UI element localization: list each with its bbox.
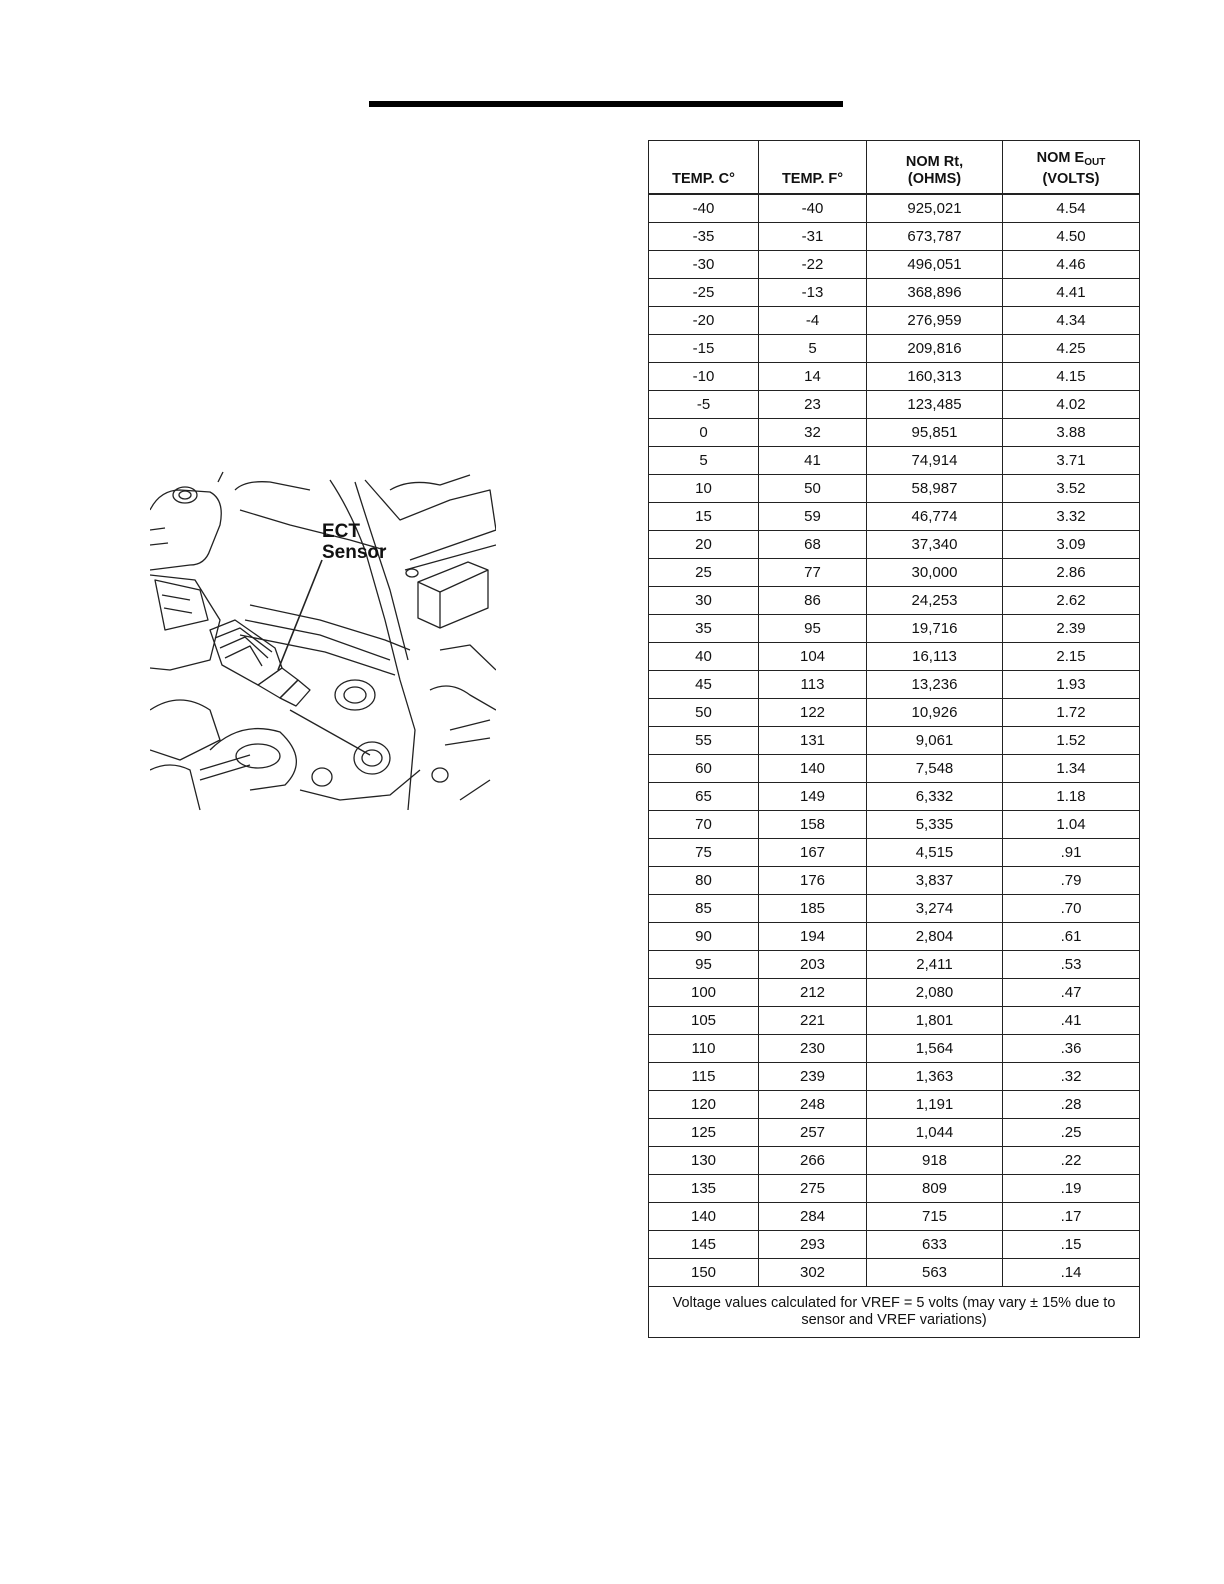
cell-nom-eout: .47 (1003, 979, 1140, 1007)
table-row (649, 1147, 1140, 1175)
table-row (649, 335, 1140, 363)
cell-temp-c: 10 (649, 475, 759, 503)
cell-nom-eout: .28 (1003, 1091, 1140, 1119)
cell-nom-eout: 3.09 (1003, 531, 1140, 559)
cell-nom-eout: 4.02 (1003, 391, 1140, 419)
table-row (649, 615, 1140, 643)
cell-nom-rt: 16,113 (867, 643, 1003, 671)
cell-nom-eout: 4.34 (1003, 307, 1140, 335)
cell-temp-c: 5 (649, 447, 759, 475)
cell-temp-f: 59 (759, 503, 867, 531)
cell-nom-rt: 563 (867, 1259, 1003, 1287)
header-temp-c: TEMP. C° (649, 141, 759, 195)
cell-nom-eout: 3.88 (1003, 419, 1140, 447)
cell-nom-eout: .53 (1003, 951, 1140, 979)
cell-temp-c: 60 (649, 755, 759, 783)
table-row (649, 783, 1140, 811)
cell-temp-f: 140 (759, 755, 867, 783)
cell-temp-f: 284 (759, 1203, 867, 1231)
table-row (649, 419, 1140, 447)
cell-temp-f: 293 (759, 1231, 867, 1259)
cell-temp-c: 25 (649, 559, 759, 587)
callout-line-1: ECT (322, 521, 360, 542)
cell-nom-eout: .61 (1003, 923, 1140, 951)
cell-nom-rt: 2,411 (867, 951, 1003, 979)
cell-temp-c: -25 (649, 279, 759, 307)
callout-line-2: Sensor (322, 542, 387, 563)
cell-nom-eout: 3.32 (1003, 503, 1140, 531)
cell-nom-rt: 4,515 (867, 839, 1003, 867)
table-row (649, 1259, 1140, 1287)
cell-nom-eout: 2.39 (1003, 615, 1140, 643)
table-row (649, 811, 1140, 839)
cell-temp-c: 100 (649, 979, 759, 1007)
table-footnote: Voltage values calculated for VREF = 5 volts (may vary ± 15% due to sensor and VREF variations) (649, 1287, 1140, 1338)
header-nom-rt (867, 141, 1003, 195)
table-row (649, 923, 1140, 951)
cell-temp-c: 40 (649, 643, 759, 671)
cell-temp-f: 113 (759, 671, 867, 699)
table-row (649, 951, 1140, 979)
cell-nom-eout: .15 (1003, 1231, 1140, 1259)
cell-temp-c: 15 (649, 503, 759, 531)
cell-temp-c: 120 (649, 1091, 759, 1119)
cell-temp-f: 275 (759, 1175, 867, 1203)
table-row (649, 447, 1140, 475)
cell-temp-f: 158 (759, 811, 867, 839)
cell-temp-c: 75 (649, 839, 759, 867)
cell-nom-eout: 1.72 (1003, 699, 1140, 727)
cell-nom-rt: 30,000 (867, 559, 1003, 587)
ect-resistance-voltage-table (648, 140, 1140, 1338)
table-row (649, 194, 1140, 223)
cell-nom-rt: 10,926 (867, 699, 1003, 727)
cell-temp-c: -15 (649, 335, 759, 363)
header-nom-rt-line1: NOM Rt, (905, 154, 964, 170)
table-row (649, 1119, 1140, 1147)
cell-temp-c: -5 (649, 391, 759, 419)
cell-nom-rt: 123,485 (867, 391, 1003, 419)
cell-temp-f: 185 (759, 895, 867, 923)
cell-nom-eout: .41 (1003, 1007, 1140, 1035)
cell-temp-f: 5 (759, 335, 867, 363)
cell-temp-f: 77 (759, 559, 867, 587)
cell-nom-eout: 3.52 (1003, 475, 1140, 503)
cell-nom-eout: .32 (1003, 1063, 1140, 1091)
cell-temp-c: 80 (649, 867, 759, 895)
cell-nom-eout: 4.25 (1003, 335, 1140, 363)
cell-nom-rt: 6,332 (867, 783, 1003, 811)
cell-temp-c: 115 (649, 1063, 759, 1091)
cell-nom-eout: 2.15 (1003, 643, 1140, 671)
cell-nom-eout: 1.18 (1003, 783, 1140, 811)
cell-temp-f: 302 (759, 1259, 867, 1287)
cell-nom-rt: 5,335 (867, 811, 1003, 839)
cell-temp-c: 55 (649, 727, 759, 755)
cell-temp-c: -35 (649, 223, 759, 251)
table-row (649, 979, 1140, 1007)
cell-nom-eout: 4.15 (1003, 363, 1140, 391)
cell-temp-f: 212 (759, 979, 867, 1007)
cell-nom-rt: 13,236 (867, 671, 1003, 699)
cell-temp-f: 230 (759, 1035, 867, 1063)
cell-nom-eout: 2.62 (1003, 587, 1140, 615)
cell-nom-rt: 2,080 (867, 979, 1003, 1007)
cell-temp-c: 130 (649, 1147, 759, 1175)
table-row (649, 391, 1140, 419)
cell-temp-c: -20 (649, 307, 759, 335)
cell-nom-rt: 7,548 (867, 755, 1003, 783)
cell-nom-eout: .36 (1003, 1035, 1140, 1063)
cell-nom-rt: 276,959 (867, 307, 1003, 335)
cell-temp-f: 41 (759, 447, 867, 475)
table-row (649, 755, 1140, 783)
cell-nom-eout: .17 (1003, 1203, 1140, 1231)
cell-nom-rt: 3,837 (867, 867, 1003, 895)
cell-temp-f: 221 (759, 1007, 867, 1035)
table-row (649, 643, 1140, 671)
cell-temp-f: 122 (759, 699, 867, 727)
cell-temp-c: 85 (649, 895, 759, 923)
cell-temp-f: 167 (759, 839, 867, 867)
table-row (649, 307, 1140, 335)
cell-temp-f: 239 (759, 1063, 867, 1091)
header-nom-rt-line2: (OHMS) (907, 171, 962, 187)
cell-temp-c: 45 (649, 671, 759, 699)
cell-nom-rt: 19,716 (867, 615, 1003, 643)
cell-nom-eout: .70 (1003, 895, 1140, 923)
cell-temp-c: 35 (649, 615, 759, 643)
cell-nom-eout: 3.71 (1003, 447, 1140, 475)
table-header-row (649, 141, 1140, 195)
table-row (649, 503, 1140, 531)
table-row (649, 1007, 1140, 1035)
cell-nom-eout: .25 (1003, 1119, 1140, 1147)
cell-temp-f: 95 (759, 615, 867, 643)
cell-nom-rt: 74,914 (867, 447, 1003, 475)
cell-temp-f: 86 (759, 587, 867, 615)
cell-nom-eout: .91 (1003, 839, 1140, 867)
table-row (649, 531, 1140, 559)
cell-nom-eout: .22 (1003, 1147, 1140, 1175)
cell-nom-rt: 209,816 (867, 335, 1003, 363)
cell-nom-rt: 368,896 (867, 279, 1003, 307)
cell-temp-c: 95 (649, 951, 759, 979)
table-row (649, 1175, 1140, 1203)
header-nom-eout-line2: (VOLTS) (1042, 171, 1100, 187)
cell-nom-rt: 918 (867, 1147, 1003, 1175)
cell-temp-c: 50 (649, 699, 759, 727)
cell-nom-eout: .14 (1003, 1259, 1140, 1287)
cell-temp-c: 105 (649, 1007, 759, 1035)
cell-temp-f: 131 (759, 727, 867, 755)
cell-temp-c: 65 (649, 783, 759, 811)
cell-nom-eout: 4.54 (1003, 194, 1140, 223)
cell-temp-c: -30 (649, 251, 759, 279)
table-row (649, 1035, 1140, 1063)
cell-nom-rt: 58,987 (867, 475, 1003, 503)
table-row (649, 475, 1140, 503)
cell-nom-rt: 1,801 (867, 1007, 1003, 1035)
table-row (649, 363, 1140, 391)
cell-temp-c: 140 (649, 1203, 759, 1231)
cell-temp-f: 203 (759, 951, 867, 979)
table-row (649, 279, 1140, 307)
cell-nom-rt: 46,774 (867, 503, 1003, 531)
cell-nom-rt: 2,804 (867, 923, 1003, 951)
header-nom-eout-sub: OUT (1084, 157, 1106, 168)
cell-temp-f: 257 (759, 1119, 867, 1147)
table-row (649, 867, 1140, 895)
cell-nom-rt: 3,274 (867, 895, 1003, 923)
footnote-row (649, 1287, 1140, 1338)
cell-temp-c: -40 (649, 194, 759, 223)
table-row (649, 1091, 1140, 1119)
cell-nom-eout: 4.46 (1003, 251, 1140, 279)
cell-temp-f: 23 (759, 391, 867, 419)
cell-temp-c: 110 (649, 1035, 759, 1063)
cell-temp-c: 0 (649, 419, 759, 447)
cell-temp-f: 176 (759, 867, 867, 895)
cell-nom-rt: 1,564 (867, 1035, 1003, 1063)
cell-nom-rt: 37,340 (867, 531, 1003, 559)
cell-nom-rt: 160,313 (867, 363, 1003, 391)
cell-temp-f: 14 (759, 363, 867, 391)
ect-sensor-callout (322, 521, 386, 563)
cell-temp-f: 32 (759, 419, 867, 447)
cell-temp-c: 70 (649, 811, 759, 839)
cell-nom-rt: 496,051 (867, 251, 1003, 279)
cell-temp-c: 150 (649, 1259, 759, 1287)
table-row (649, 223, 1140, 251)
table-row (649, 727, 1140, 755)
title-rule (369, 101, 843, 107)
cell-nom-rt: 673,787 (867, 223, 1003, 251)
table-row (649, 699, 1140, 727)
cell-temp-c: 145 (649, 1231, 759, 1259)
cell-temp-c: 125 (649, 1119, 759, 1147)
table-row (649, 251, 1140, 279)
cell-nom-eout: 1.93 (1003, 671, 1140, 699)
cell-temp-f: -31 (759, 223, 867, 251)
header-nom-eout-prefix: NOM E (1036, 150, 1085, 166)
cell-nom-eout: .79 (1003, 867, 1140, 895)
table-row (649, 895, 1140, 923)
cell-temp-f: 104 (759, 643, 867, 671)
cell-temp-f: 68 (759, 531, 867, 559)
table-row (649, 1063, 1140, 1091)
cell-temp-c: 135 (649, 1175, 759, 1203)
cell-nom-rt: 925,021 (867, 194, 1003, 223)
cell-nom-eout: 2.86 (1003, 559, 1140, 587)
cell-temp-c: 90 (649, 923, 759, 951)
cell-nom-rt: 1,363 (867, 1063, 1003, 1091)
table-row (649, 559, 1140, 587)
header-nom-eout (1003, 141, 1140, 195)
cell-nom-rt: 809 (867, 1175, 1003, 1203)
cell-nom-rt: 95,851 (867, 419, 1003, 447)
cell-nom-rt: 24,253 (867, 587, 1003, 615)
table-row (649, 1231, 1140, 1259)
cell-temp-f: -4 (759, 307, 867, 335)
header-temp-f: TEMP. F° (759, 141, 867, 195)
cell-temp-c: 20 (649, 531, 759, 559)
cell-temp-f: -22 (759, 251, 867, 279)
table-row (649, 587, 1140, 615)
cell-temp-f: -40 (759, 194, 867, 223)
cell-nom-rt: 715 (867, 1203, 1003, 1231)
cell-temp-f: -13 (759, 279, 867, 307)
cell-nom-eout: 1.04 (1003, 811, 1140, 839)
table-row (649, 671, 1140, 699)
cell-nom-eout: 1.52 (1003, 727, 1140, 755)
cell-nom-eout: .19 (1003, 1175, 1140, 1203)
cell-nom-rt: 633 (867, 1231, 1003, 1259)
cell-nom-rt: 9,061 (867, 727, 1003, 755)
table-row (649, 1203, 1140, 1231)
cell-nom-eout: 4.50 (1003, 223, 1140, 251)
cell-nom-rt: 1,044 (867, 1119, 1003, 1147)
cell-temp-f: 194 (759, 923, 867, 951)
cell-nom-eout: 4.41 (1003, 279, 1140, 307)
cell-temp-f: 248 (759, 1091, 867, 1119)
cell-temp-f: 50 (759, 475, 867, 503)
cell-temp-f: 266 (759, 1147, 867, 1175)
cell-temp-c: -10 (649, 363, 759, 391)
cell-temp-c: 30 (649, 587, 759, 615)
cell-nom-eout: 1.34 (1003, 755, 1140, 783)
cell-temp-f: 149 (759, 783, 867, 811)
table-row (649, 839, 1140, 867)
cell-nom-rt: 1,191 (867, 1091, 1003, 1119)
table-body (649, 194, 1140, 1287)
